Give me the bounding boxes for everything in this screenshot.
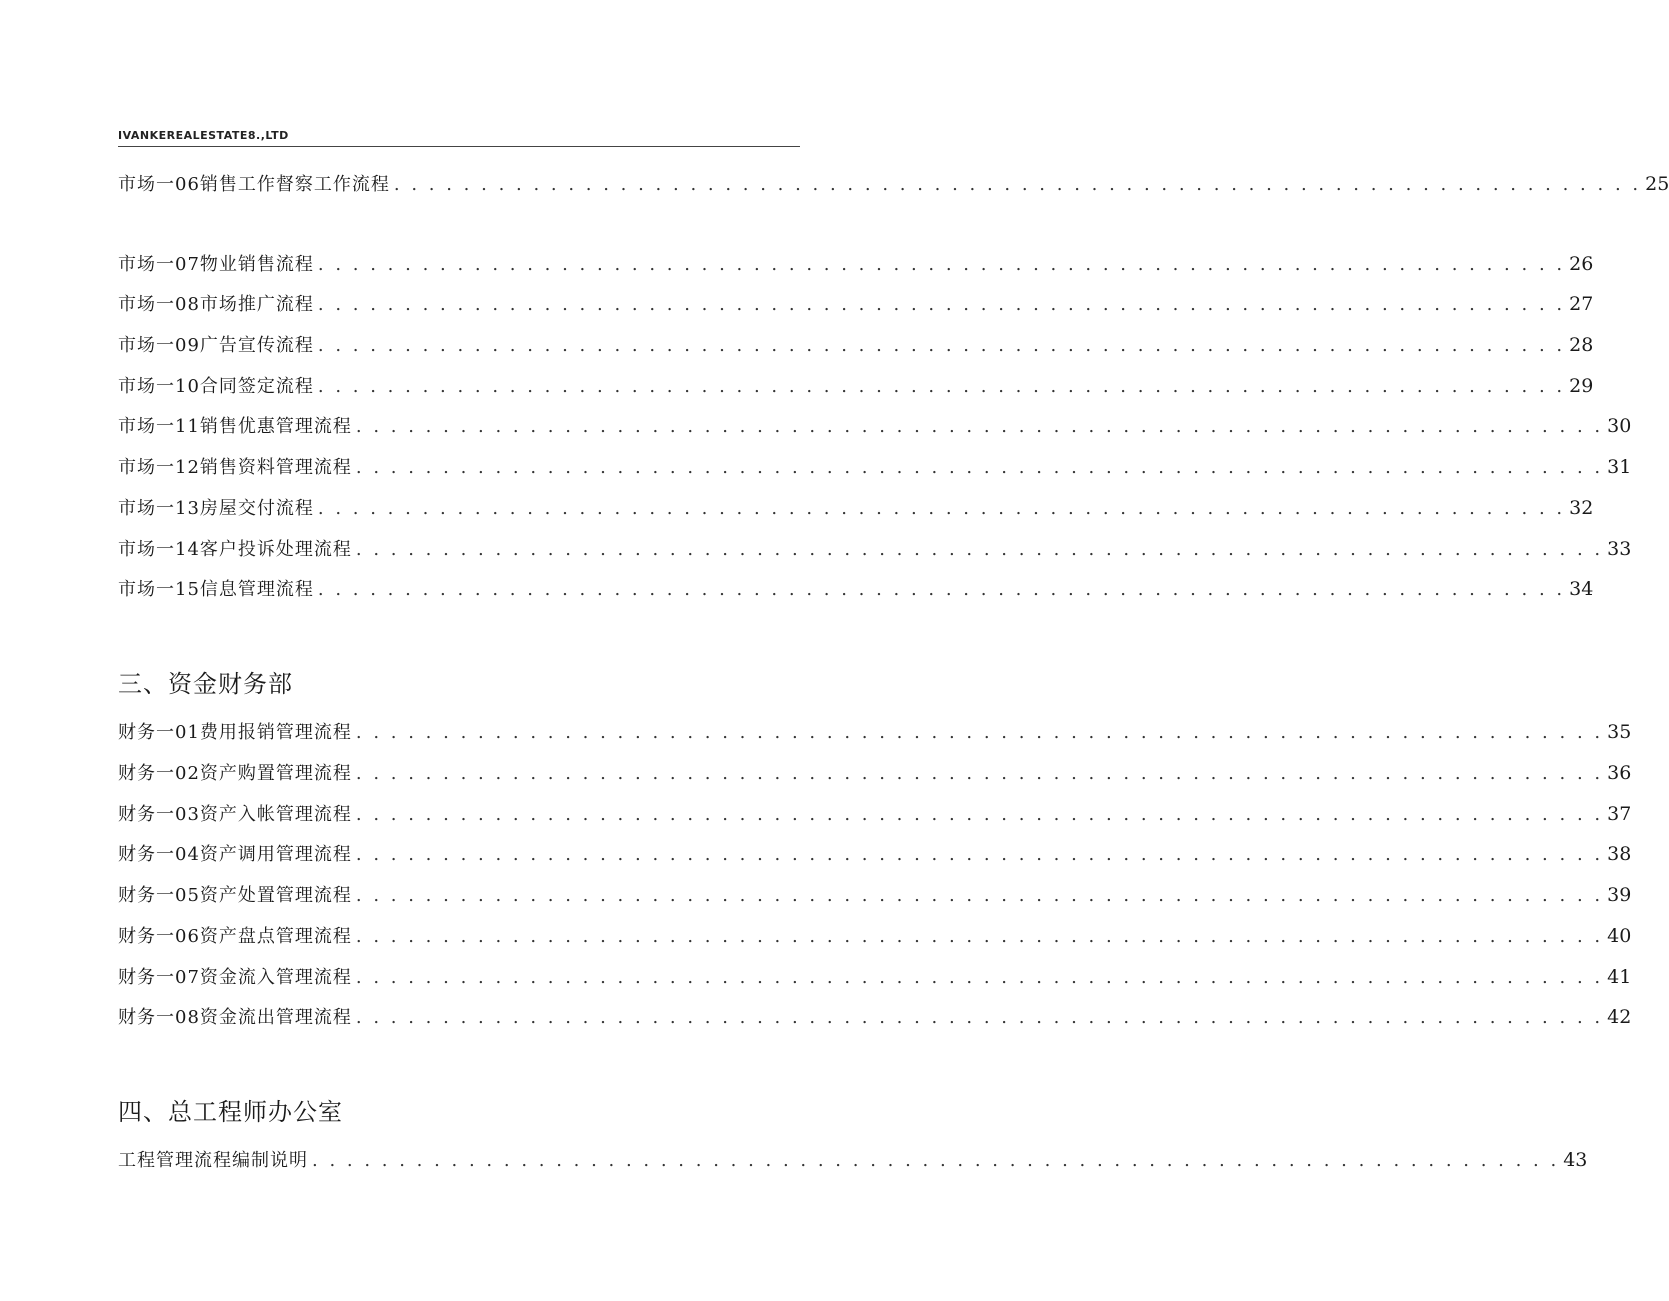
toc-entry[interactable]	[118, 250, 1594, 278]
toc-entry[interactable]	[118, 331, 1594, 359]
toc-entry[interactable]	[118, 881, 1632, 909]
toc-entry-page: 30	[1607, 415, 1632, 437]
toc-entry-page: 33	[1607, 538, 1632, 560]
toc-entry[interactable]	[118, 575, 1594, 603]
toc-leader-dots: . . . . . . . . . . . . . . . . . . . . . . . . . . . . . . . . . . . . . . . . . . . . . . . . . . . . . . . . . . . . . . . . . . . . . . . .	[355, 722, 1604, 743]
toc-leader-dots: . . . . . . . . . . . . . . . . . . . . . . . . . . . . . . . . . . . . . . . . . . . . . . . . . . . . . . . . . . . . . . . . . . . . . . . .	[355, 1007, 1604, 1028]
toc-entry-page: 27	[1569, 293, 1594, 315]
toc-entry-page: 28	[1569, 334, 1594, 356]
toc-entry[interactable]	[118, 494, 1594, 522]
toc-entry[interactable]	[118, 290, 1594, 318]
toc-entry-page: 38	[1607, 843, 1632, 865]
toc-entry[interactable]	[118, 718, 1632, 746]
toc-entry[interactable]	[118, 963, 1632, 991]
toc-entry[interactable]	[118, 840, 1632, 868]
toc-leader-dots: . . . . . . . . . . . . . . . . . . . . . . . . . . . . . . . . . . . . . . . . . . . . . . . . . . . . . . . . . . . . . . . . . . . . . . . .	[355, 926, 1604, 947]
toc-leader-dots: . . . . . . . . . . . . . . . . . . . . . . . . . . . . . . . . . . . . . . . . . . . . . . . . . . . . . . . . . . . . . . . . . . . . . . . .	[355, 416, 1604, 437]
toc-entry[interactable]	[118, 1003, 1632, 1031]
toc-entry[interactable]	[118, 800, 1632, 828]
toc-entry-label: 财务一01费用报销管理流程	[118, 722, 352, 743]
toc-entry-page: 39	[1607, 884, 1632, 906]
toc-entry-page: 25	[1645, 173, 1669, 195]
toc-entry-label: 市场一08市场推广流程	[118, 294, 314, 315]
toc-entry-label: 市场一09广告宣传流程	[118, 335, 314, 356]
toc-leader-dots: . . . . . . . . . . . . . . . . . . . . . . . . . . . . . . . . . . . . . . . . . . . . . . . . . . . . . . . . . . . . . . . . . . . . . . . .	[317, 498, 1566, 519]
toc-entry-label: 市场一06销售工作督察工作流程	[118, 174, 390, 195]
toc-entry[interactable]	[118, 170, 1669, 198]
header-company-name: IVANKEREALESTATE8.,LTD	[118, 129, 289, 142]
toc-entry-label: 市场一12销售资料管理流程	[118, 457, 352, 478]
toc-leader-dots: . . . . . . . . . . . . . . . . . . . . . . . . . . . . . . . . . . . . . . . . . . . . . . . . . . . . . . . . . . . . . . . . . . . . . . . .	[317, 579, 1566, 600]
toc-leader-dots: . . . . . . . . . . . . . . . . . . . . . . . . . . . . . . . . . . . . . . . . . . . . . . . . . . . . . . . . . . . . . . . . . . . . . . . .	[312, 1150, 1560, 1171]
toc-leader-dots: . . . . . . . . . . . . . . . . . . . . . . . . . . . . . . . . . . . . . . . . . . . . . . . . . . . . . . . . . . . . . . . . . . . . . . . .	[355, 457, 1604, 478]
toc-entry-label: 市场一13房屋交付流程	[118, 498, 314, 519]
toc-entry-page: 42	[1607, 1006, 1632, 1028]
toc-entry-label: 财务一04资产调用管理流程	[118, 844, 352, 865]
section-heading-finance: 三、资金财务部	[118, 670, 293, 698]
toc-entry[interactable]	[118, 759, 1632, 787]
page-header	[118, 126, 800, 147]
toc-entry-label: 市场一11销售优惠管理流程	[118, 416, 352, 437]
toc-entry[interactable]	[118, 372, 1594, 400]
toc-entry-label: 工程管理流程编制说明	[118, 1150, 308, 1171]
toc-leader-dots: . . . . . . . . . . . . . . . . . . . . . . . . . . . . . . . . . . . . . . . . . . . . . . . . . . . . . . . . . . . . . . . . . . . . . . . .	[317, 294, 1566, 315]
toc-entry[interactable]	[118, 922, 1632, 950]
toc-entry-page: 41	[1607, 966, 1632, 988]
toc-leader-dots: . . . . . . . . . . . . . . . . . . . . . . . . . . . . . . . . . . . . . . . . . . . . . . . . . . . . . . . . . . . . . . . . . . . . . . . .	[355, 763, 1604, 784]
toc-entry-label: 财务一05资产处置管理流程	[118, 885, 352, 906]
toc-leader-dots: . . . . . . . . . . . . . . . . . . . . . . . . . . . . . . . . . . . . . . . . . . . . . . . . . . . . . . . . . . . . . . . . . . . . . . . .	[355, 844, 1604, 865]
toc-entry[interactable]	[118, 535, 1632, 563]
toc-leader-dots: . . . . . . . . . . . . . . . . . . . . . . . . . . . . . . . . . . . . . . . . . . . . . . . . . . . . . . . . . . . . . . . . . . . . . . . .	[355, 804, 1604, 825]
toc-leader-dots: . . . . . . . . . . . . . . . . . . . . . . . . . . . . . . . . . . . . . . . . . . . . . . . . . . . . . . . . . . . . . . . . . . . . . . . .	[355, 539, 1604, 560]
toc-entry-label: 财务一03资产入帐管理流程	[118, 804, 352, 825]
toc-leader-dots: . . . . . . . . . . . . . . . . . . . . . . . . . . . . . . . . . . . . . . . . . . . . . . . . . . . . . . . . . . . . . . . . . . . . . . . .	[317, 254, 1566, 275]
toc-entry-page: 36	[1607, 762, 1632, 784]
toc-entry-page: 32	[1569, 497, 1594, 519]
toc-entry-page: 34	[1569, 578, 1594, 600]
toc-entry-label: 财务一02资产购置管理流程	[118, 763, 352, 784]
toc-entry[interactable]	[118, 1146, 1588, 1174]
toc-entry[interactable]	[118, 412, 1632, 440]
toc-leader-dots: . . . . . . . . . . . . . . . . . . . . . . . . . . . . . . . . . . . . . . . . . . . . . . . . . . . . . . . . . . . . . . . . . . . . . . . .	[393, 174, 1642, 195]
toc-entry-page: 29	[1569, 375, 1594, 397]
toc-entry-label: 市场一07物业销售流程	[118, 254, 314, 275]
toc-entry-label: 市场一15信息管理流程	[118, 579, 314, 600]
toc-leader-dots: . . . . . . . . . . . . . . . . . . . . . . . . . . . . . . . . . . . . . . . . . . . . . . . . . . . . . . . . . . . . . . . . . . . . . . . .	[355, 885, 1604, 906]
toc-entry-page: 31	[1607, 456, 1632, 478]
toc-entry-page: 40	[1607, 925, 1632, 947]
toc-entry-label: 财务一06资产盘点管理流程	[118, 926, 352, 947]
toc-entry-page: 35	[1607, 721, 1632, 743]
toc-entry-label: 市场一14客户投诉处理流程	[118, 539, 352, 560]
toc-entry[interactable]	[118, 453, 1632, 481]
toc-entry-label: 市场一10合同签定流程	[118, 376, 314, 397]
toc-leader-dots: . . . . . . . . . . . . . . . . . . . . . . . . . . . . . . . . . . . . . . . . . . . . . . . . . . . . . . . . . . . . . . . . . . . . . . . .	[317, 376, 1566, 397]
section-heading-chief-engineer: 四、总工程师办公室	[118, 1098, 343, 1126]
toc-entry-page: 26	[1569, 253, 1594, 275]
toc-entry-label: 财务一08资金流出管理流程	[118, 1007, 352, 1028]
toc-leader-dots: . . . . . . . . . . . . . . . . . . . . . . . . . . . . . . . . . . . . . . . . . . . . . . . . . . . . . . . . . . . . . . . . . . . . . . . .	[317, 335, 1566, 356]
toc-entry-page: 43	[1563, 1149, 1588, 1171]
toc-entry-page: 37	[1607, 803, 1632, 825]
toc-entry-label: 财务一07资金流入管理流程	[118, 967, 352, 988]
toc-leader-dots: . . . . . . . . . . . . . . . . . . . . . . . . . . . . . . . . . . . . . . . . . . . . . . . . . . . . . . . . . . . . . . . . . . . . . . . .	[355, 967, 1604, 988]
